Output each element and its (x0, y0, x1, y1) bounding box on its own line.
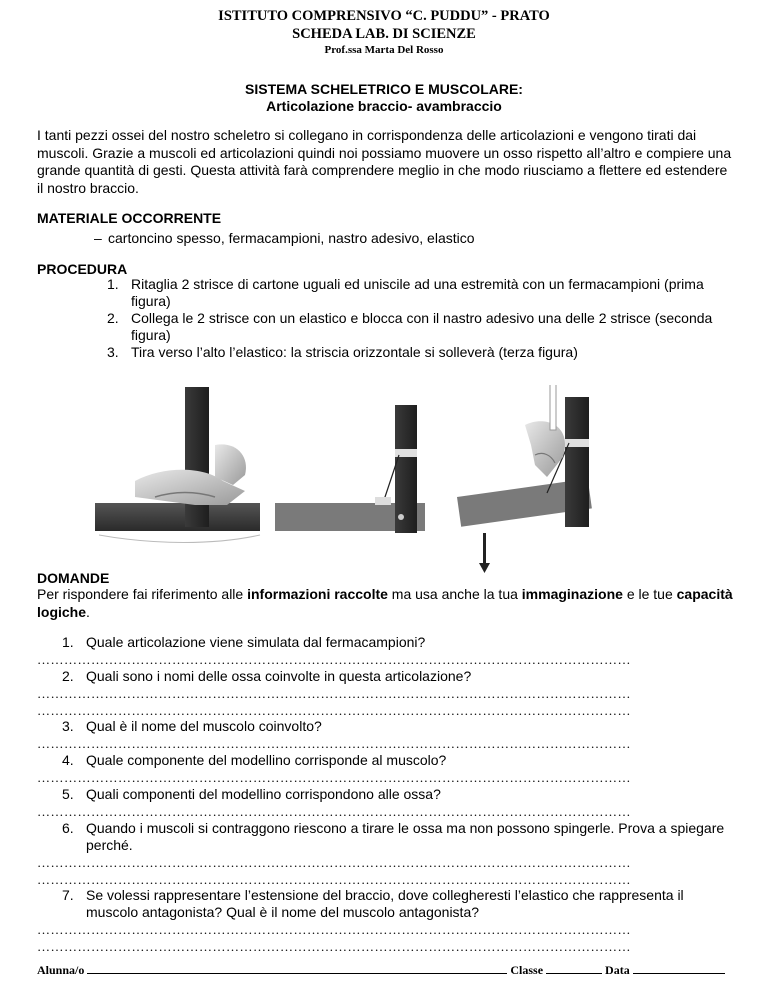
question-text: Quali componenti del modellino corrispondono alle ossa? (86, 786, 441, 802)
question-text: Quale componente del modellino corrisponde al muscolo? (86, 752, 447, 768)
intro-emphasis: immaginazione (521, 586, 623, 602)
step-number: 3. (107, 344, 119, 360)
question-item (62, 786, 732, 803)
step-text: Ritaglia 2 strisce di cartone uguali ed uniscile ad una estremità con un fermacampioni (prima figura) (131, 276, 704, 309)
procedure-heading: PROCEDURA (37, 261, 128, 277)
question-number: 2. (62, 668, 74, 684)
question-text: Quando i muscoli si contraggono riescono a tirare le ossa ma non possono spingerle. Prova a spiegare perché. (86, 820, 725, 853)
question-item (62, 752, 732, 769)
answer-line[interactable]: …………………………………………………………………………………………………………………… (37, 923, 631, 937)
procedure-step (107, 344, 727, 361)
intro-text: e le tue (622, 586, 677, 602)
date-field[interactable] (633, 962, 725, 974)
answer-line[interactable]: …………………………………………………………………………………………………………………… (37, 856, 631, 870)
question-item (62, 887, 732, 921)
questions-heading: DOMANDE (37, 570, 110, 586)
question-text: Quale articolazione viene simulata dal fermacampioni? (86, 634, 426, 650)
question-item (62, 668, 732, 685)
intro-emphasis: informazioni raccolte (247, 586, 388, 602)
question-item (62, 820, 732, 854)
question-number: 3. (62, 718, 74, 734)
class-field[interactable] (546, 962, 602, 974)
answer-line[interactable]: …………………………………………………………………………………………………………………… (37, 687, 631, 701)
question-number: 4. (62, 752, 74, 768)
student-name-field[interactable] (87, 962, 507, 974)
footer-fields (37, 962, 737, 978)
answer-line[interactable]: …………………………………………………………………………………………………………………… (37, 704, 631, 718)
title-sub: Articolazione braccio- avambraccio (266, 98, 502, 114)
answer-line[interactable]: …………………………………………………………………………………………………………………… (37, 737, 631, 751)
question-number: 6. (62, 820, 74, 836)
intro-emphasis: capacità logiche (37, 586, 733, 620)
answer-line[interactable]: …………………………………………………………………………………………………………………… (37, 873, 631, 887)
question-text: Quali sono i nomi delle ossa coinvolte in questa articolazione? (86, 668, 472, 684)
procedure-step (107, 276, 727, 310)
question-item (62, 634, 732, 651)
intro-text: . (86, 603, 90, 620)
bullet-dash: – (94, 230, 102, 246)
materials-text: cartoncino spesso, fermacampioni, nastro adesivo, elastico (108, 230, 475, 246)
answer-line[interactable]: …………………………………………………………………………………………………………………… (37, 771, 631, 785)
procedure-list (107, 276, 727, 361)
photo-step-1 (95, 387, 260, 543)
title-main: SISTEMA SCHELETRICO E MUSCOLARE: (245, 81, 523, 97)
worksheet-subject: SCHEDA LAB. DI SCIENZE (292, 26, 476, 42)
questions-intro (37, 586, 737, 621)
materials-item (94, 230, 475, 247)
question-number: 5. (62, 786, 74, 802)
question-number: 1. (62, 634, 74, 650)
page-title (0, 81, 768, 115)
question-text: Qual è il nome del muscolo coinvolto? (86, 718, 322, 734)
step-number: 2. (107, 310, 119, 326)
student-label: Alunna/o (37, 963, 85, 977)
date-label: Data (605, 963, 630, 977)
intro-text: Per rispondere fai riferimento alle (37, 586, 248, 602)
question-text: Se volessi rappresentare l’estensione del braccio, dove collegheresti l’elastico che rappresenta il muscolo antagonista? Qual è il nome del muscolo antagonista? (86, 887, 684, 920)
answer-line[interactable]: …………………………………………………………………………………………………………………… (37, 805, 631, 819)
answer-line[interactable]: …………………………………………………………………………………………………………………… (37, 653, 631, 667)
materials-heading: MATERIALE OCCORRENTE (37, 210, 222, 226)
question-item (62, 718, 732, 735)
step-text: Tira verso l’alto l’elastico: la striscia orizzontale si solleverà (terza figura) (131, 344, 578, 360)
step-text: Collega le 2 strisce con un elastico e blocca con il nastro adesivo una delle 2 strisce (seconda figura) (131, 310, 713, 343)
school-name: ISTITUTO COMPRENSIVO “C. PUDDU” - PRATO (218, 8, 550, 24)
question-number: 7. (62, 887, 74, 903)
intro-text: ma usa anche la tua (387, 586, 522, 602)
answer-line[interactable]: …………………………………………………………………………………………………………………… (37, 940, 631, 954)
class-label: Classe (510, 963, 544, 977)
teacher-name: Prof.ssa Marta Del Rosso (324, 44, 444, 56)
header (0, 7, 768, 57)
photo-step-2 (275, 405, 425, 533)
arrow-down-icon (479, 533, 490, 573)
photo-step-3 (457, 385, 592, 573)
step-number: 1. (107, 276, 119, 292)
procedure-step (107, 310, 727, 344)
intro-paragraph: I tanti pezzi ossei del nostro scheletro si collegano in corrispondenza delle articolazioni e vengono tirati dai muscoli. Grazie a muscoli ed articolazioni quindi noi possiamo muovere un osso rispetto all’altro e compiere una grande quantità di gesti. Questa attività farà comprendere meglio in che modo riusciamo a flettere ed estendere il nostro braccio. (37, 127, 732, 196)
model-photos-figure (95, 385, 735, 575)
